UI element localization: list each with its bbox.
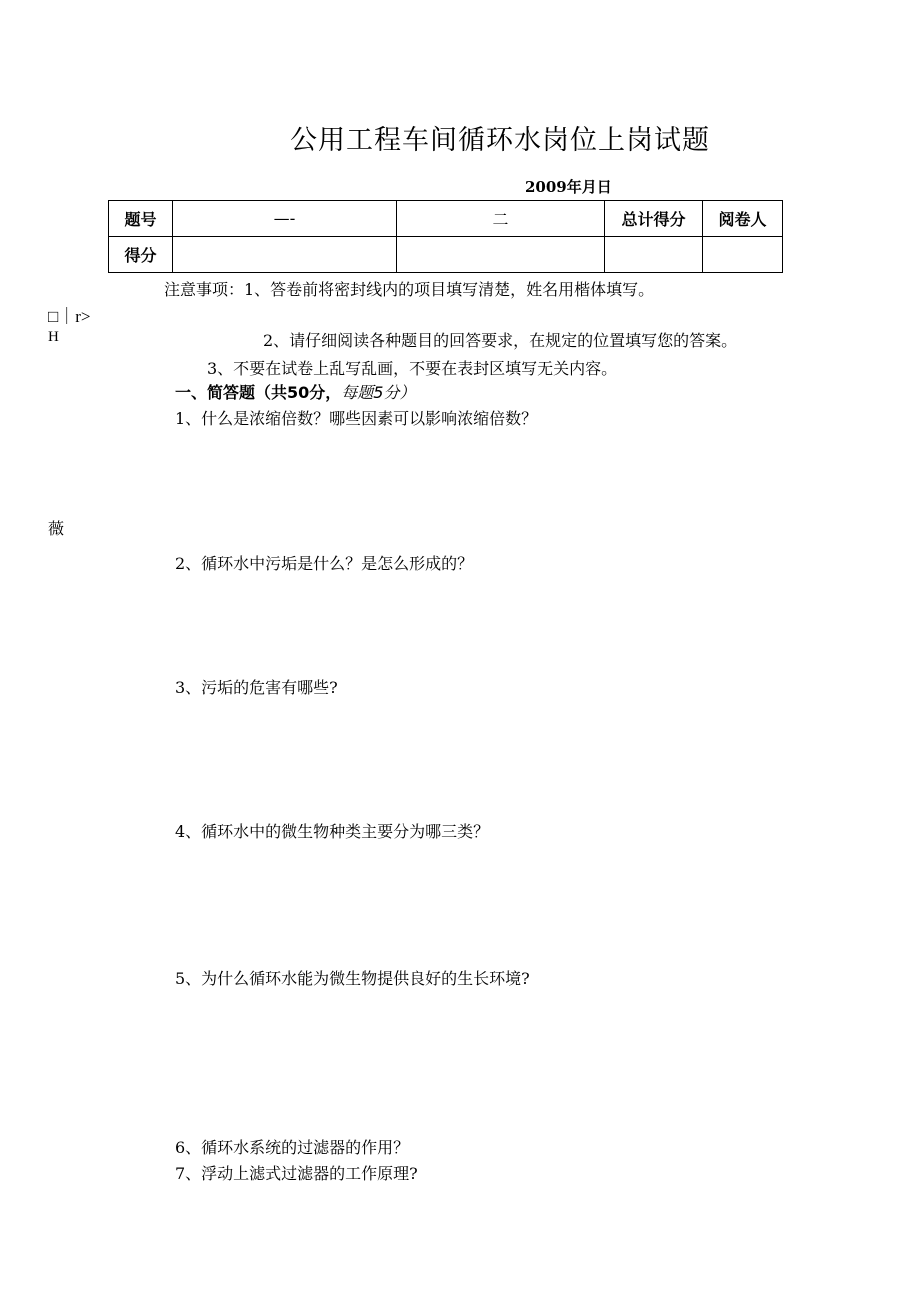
question-2: 2、循环水中污垢是什么？是怎么形成的？ xyxy=(175,554,474,573)
question-1: 1、什么是浓缩倍数？哪些因素可以影响浓缩倍数？ xyxy=(175,409,538,428)
section-detail: 每题5分） xyxy=(341,383,416,402)
score-cell-part-two[interactable] xyxy=(397,237,605,273)
score-table-header-row xyxy=(109,201,783,237)
note-3: 3、不要在试卷上乱写乱画，不要在表封区填写无关内容。 xyxy=(207,359,618,378)
question-3: 3、污垢的危害有哪些? xyxy=(175,678,338,697)
header-total-score: 总计得分 xyxy=(605,201,703,237)
score-table-score-row xyxy=(109,237,783,273)
section-heading xyxy=(175,380,415,403)
note-1: 注意事项：1、答卷前将密封线内的项目填写清楚，姓名用楷体填写。 xyxy=(164,280,655,299)
question-7: 7、浮动上滤式过滤器的工作原理? xyxy=(175,1164,418,1183)
section-unit: 分， xyxy=(309,383,342,402)
margin-mark-3: 薇 xyxy=(48,521,65,538)
score-cell-total[interactable] xyxy=(605,237,703,273)
note-2: 2、请仔细阅读各种题目的回答要求，在规定的位置填写您的答案。 xyxy=(263,331,738,350)
margin-mark-1: □｜r> xyxy=(48,307,91,326)
margin-mark-2: H xyxy=(48,329,59,345)
score-cell-part-one[interactable] xyxy=(173,237,397,273)
score-cell-grader[interactable] xyxy=(703,237,783,273)
header-part-one: —- xyxy=(173,201,397,237)
exam-date: 2009年月日 xyxy=(525,178,612,196)
page-title: 公用工程车间循环水岗位上岗试题 xyxy=(290,125,710,156)
score-table xyxy=(108,200,783,273)
question-5: 5、为什么循环水能为微生物提供良好的生长环境? xyxy=(175,969,530,988)
section-score: 50 xyxy=(287,383,310,402)
question-6: 6、循环水系统的过滤器的作用？ xyxy=(175,1138,410,1157)
header-grader: 阅卷人 xyxy=(703,201,783,237)
row-label-score: 得分 xyxy=(109,237,173,273)
question-4: 4、循环水中的微生物种类主要分为哪三类？ xyxy=(175,822,490,841)
header-question-number: 题号 xyxy=(109,201,173,237)
header-part-two: 二 xyxy=(397,201,605,237)
section-label: 一、简答题（共 xyxy=(175,383,288,402)
